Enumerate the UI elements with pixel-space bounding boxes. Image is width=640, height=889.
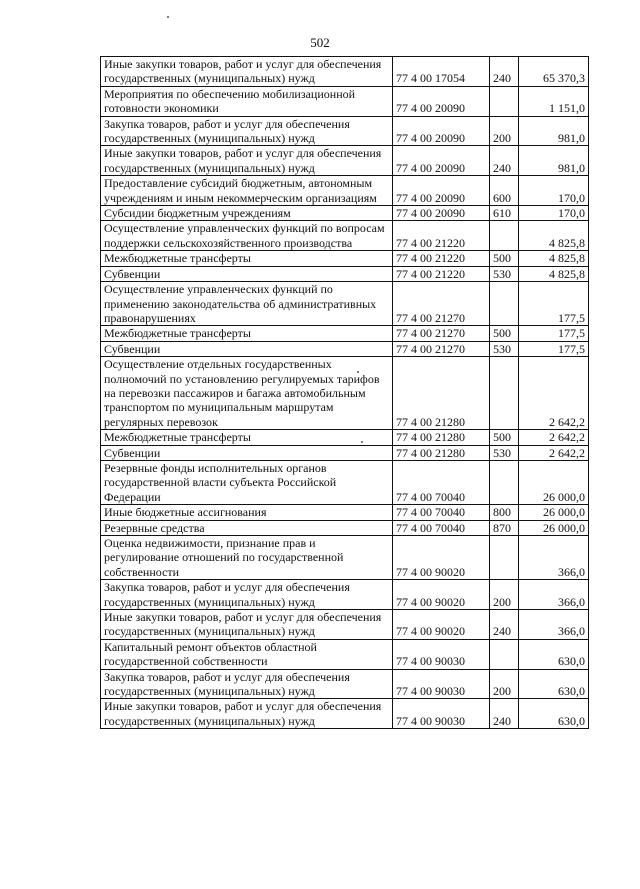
row-amount-cell: 26 000,0 bbox=[519, 520, 589, 535]
row-code-cell: 77 4 00 90030 bbox=[393, 669, 490, 699]
row-amount-cell: 170,0 bbox=[519, 176, 589, 206]
row-amount-cell: 366,0 bbox=[519, 580, 589, 610]
row-code-cell: 77 4 00 21220 bbox=[393, 266, 490, 281]
row-expense-type-cell bbox=[490, 221, 519, 251]
row-expense-type-cell bbox=[490, 536, 519, 580]
row-amount-cell: 366,0 bbox=[519, 610, 589, 640]
row-name-cell: Иные закупки товаров, работ и услуг для обеспечения государственных (муниципальных) нужд bbox=[101, 699, 393, 729]
row-code-cell: 77 4 00 21280 bbox=[393, 430, 490, 445]
table-row bbox=[101, 326, 589, 341]
row-code-cell: 77 4 00 20090 bbox=[393, 86, 490, 116]
row-amount-cell: 2 642,2 bbox=[519, 357, 589, 430]
row-amount-cell: 981,0 bbox=[519, 116, 589, 146]
row-name-cell: Иные закупки товаров, работ и услуг для обеспечения государственных (муниципальных) нужд bbox=[101, 57, 393, 87]
row-code-cell: 77 4 00 21220 bbox=[393, 221, 490, 251]
row-name-cell: Резервные средства bbox=[101, 520, 393, 535]
row-name-cell: Резервные фонды исполнительных органов государственной власти субъекта Российской Федерации bbox=[101, 460, 393, 504]
row-name-cell: Межбюджетные трансферты bbox=[101, 326, 393, 341]
row-amount-cell: 2 642,2 bbox=[519, 445, 589, 460]
row-code-cell: 77 4 00 21280 bbox=[393, 445, 490, 460]
table-row bbox=[101, 445, 589, 460]
scan-speck bbox=[167, 16, 169, 18]
row-expense-type-cell: 240 bbox=[490, 146, 519, 176]
row-code-cell: 77 4 00 21220 bbox=[393, 251, 490, 266]
row-code-cell: 77 4 00 20090 bbox=[393, 206, 490, 221]
row-amount-cell: 65 370,3 bbox=[519, 57, 589, 87]
table-row bbox=[101, 699, 589, 729]
row-expense-type-cell: 530 bbox=[490, 341, 519, 356]
table-row bbox=[101, 505, 589, 520]
row-amount-cell: 177,5 bbox=[519, 326, 589, 341]
row-code-cell: 77 4 00 20090 bbox=[393, 176, 490, 206]
row-code-cell: 77 4 00 70040 bbox=[393, 505, 490, 520]
row-name-cell: Субвенции bbox=[101, 266, 393, 281]
row-code-cell: 77 4 00 20090 bbox=[393, 146, 490, 176]
table-row bbox=[101, 357, 589, 430]
row-name-cell: Закупка товаров, работ и услуг для обеспечения государственных (муниципальных) нужд bbox=[101, 580, 393, 610]
budget-table-body bbox=[101, 57, 589, 729]
row-expense-type-cell: 610 bbox=[490, 206, 519, 221]
row-amount-cell: 170,0 bbox=[519, 206, 589, 221]
row-code-cell: 77 4 00 90030 bbox=[393, 639, 490, 669]
row-amount-cell: 26 000,0 bbox=[519, 505, 589, 520]
row-code-cell: 77 4 00 90020 bbox=[393, 610, 490, 640]
table-row bbox=[101, 86, 589, 116]
table-row bbox=[101, 536, 589, 580]
row-name-cell: Осуществление управленческих функций по применению законодательства об административных правонарушениях bbox=[101, 282, 393, 326]
row-name-cell: Осуществление управленческих функций по вопросам поддержки сельскохозяйственного производства bbox=[101, 221, 393, 251]
row-amount-cell: 177,5 bbox=[519, 282, 589, 326]
row-expense-type-cell: 500 bbox=[490, 326, 519, 341]
row-code-cell: 77 4 00 70040 bbox=[393, 520, 490, 535]
table-row bbox=[101, 266, 589, 281]
row-name-cell: Субсидии бюджетным учреждениям bbox=[101, 206, 393, 221]
row-expense-type-cell: 240 bbox=[490, 610, 519, 640]
row-name-cell: Иные бюджетные ассигнования bbox=[101, 505, 393, 520]
row-name-cell: Межбюджетные трансферты bbox=[101, 251, 393, 266]
row-expense-type-cell: 500 bbox=[490, 430, 519, 445]
row-code-cell: 77 4 00 90030 bbox=[393, 699, 490, 729]
row-expense-type-cell bbox=[490, 357, 519, 430]
budget-table bbox=[100, 56, 589, 729]
row-amount-cell: 630,0 bbox=[519, 699, 589, 729]
row-code-cell: 77 4 00 21280 bbox=[393, 357, 490, 430]
table-row bbox=[101, 580, 589, 610]
row-name-cell: Иные закупки товаров, работ и услуг для обеспечения государственных (муниципальных) нужд bbox=[101, 610, 393, 640]
table-row bbox=[101, 146, 589, 176]
row-amount-cell: 26 000,0 bbox=[519, 460, 589, 504]
row-name-cell: Межбюджетные трансферты bbox=[101, 430, 393, 445]
row-expense-type-cell bbox=[490, 460, 519, 504]
row-name-cell: Оценка недвижимости, признание прав и регулирование отношений по государственной собственности bbox=[101, 536, 393, 580]
table-row bbox=[101, 341, 589, 356]
row-code-cell: 77 4 00 17054 bbox=[393, 57, 490, 87]
row-expense-type-cell: 200 bbox=[490, 580, 519, 610]
row-name-cell: Осуществление отдельных государственных полномочий по установлению регулируемых тарифов на перевозки пассажиров и багажа автомобильным транспортом по муниципальным маршрутам регулярных перевозок bbox=[101, 357, 393, 430]
row-code-cell: 77 4 00 21270 bbox=[393, 282, 490, 326]
row-expense-type-cell: 240 bbox=[490, 57, 519, 87]
row-expense-type-cell: 870 bbox=[490, 520, 519, 535]
row-name-cell: Капитальный ремонт объектов областной государственной собственности bbox=[101, 639, 393, 669]
row-name-cell: Субвенции bbox=[101, 341, 393, 356]
row-code-cell: 77 4 00 70040 bbox=[393, 460, 490, 504]
row-name-cell: Закупка товаров, работ и услуг для обеспечения государственных (муниципальных) нужд bbox=[101, 116, 393, 146]
row-amount-cell: 981,0 bbox=[519, 146, 589, 176]
table-row bbox=[101, 221, 589, 251]
row-expense-type-cell: 500 bbox=[490, 251, 519, 266]
row-expense-type-cell: 240 bbox=[490, 699, 519, 729]
row-expense-type-cell: 530 bbox=[490, 445, 519, 460]
row-name-cell: Мероприятия по обеспечению мобилизационной готовности экономики bbox=[101, 86, 393, 116]
table-row bbox=[101, 206, 589, 221]
row-code-cell: 77 4 00 21270 bbox=[393, 341, 490, 356]
table-row bbox=[101, 460, 589, 504]
table-row bbox=[101, 57, 589, 87]
row-amount-cell: 2 642,2 bbox=[519, 430, 589, 445]
row-code-cell: 77 4 00 20090 bbox=[393, 116, 490, 146]
row-code-cell: 77 4 00 90020 bbox=[393, 536, 490, 580]
row-expense-type-cell bbox=[490, 639, 519, 669]
row-name-cell: Иные закупки товаров, работ и услуг для обеспечения государственных (муниципальных) нужд bbox=[101, 146, 393, 176]
row-expense-type-cell bbox=[490, 86, 519, 116]
table-row bbox=[101, 639, 589, 669]
row-amount-cell: 4 825,8 bbox=[519, 266, 589, 281]
row-expense-type-cell bbox=[490, 282, 519, 326]
row-amount-cell: 4 825,8 bbox=[519, 221, 589, 251]
table-row bbox=[101, 430, 589, 445]
row-name-cell: Предоставление субсидий бюджетным, автономным учреждениям и иным некоммерческим организациям bbox=[101, 176, 393, 206]
row-amount-cell: 630,0 bbox=[519, 639, 589, 669]
table-row bbox=[101, 251, 589, 266]
table-row bbox=[101, 282, 589, 326]
row-amount-cell: 366,0 bbox=[519, 536, 589, 580]
row-expense-type-cell: 530 bbox=[490, 266, 519, 281]
row-amount-cell: 630,0 bbox=[519, 669, 589, 699]
table-row bbox=[101, 176, 589, 206]
row-expense-type-cell: 600 bbox=[490, 176, 519, 206]
row-expense-type-cell: 200 bbox=[490, 116, 519, 146]
row-amount-cell: 1 151,0 bbox=[519, 86, 589, 116]
row-name-cell: Закупка товаров, работ и услуг для обеспечения государственных (муниципальных) нужд bbox=[101, 669, 393, 699]
row-expense-type-cell: 200 bbox=[490, 669, 519, 699]
row-code-cell: 77 4 00 90020 bbox=[393, 580, 490, 610]
row-amount-cell: 177,5 bbox=[519, 341, 589, 356]
row-amount-cell: 4 825,8 bbox=[519, 251, 589, 266]
table-row bbox=[101, 669, 589, 699]
page-number: 502 bbox=[310, 35, 330, 50]
table-row bbox=[101, 116, 589, 146]
row-code-cell: 77 4 00 21270 bbox=[393, 326, 490, 341]
table-row bbox=[101, 520, 589, 535]
row-name-cell: Субвенции bbox=[101, 445, 393, 460]
row-expense-type-cell: 800 bbox=[490, 505, 519, 520]
table-row bbox=[101, 610, 589, 640]
